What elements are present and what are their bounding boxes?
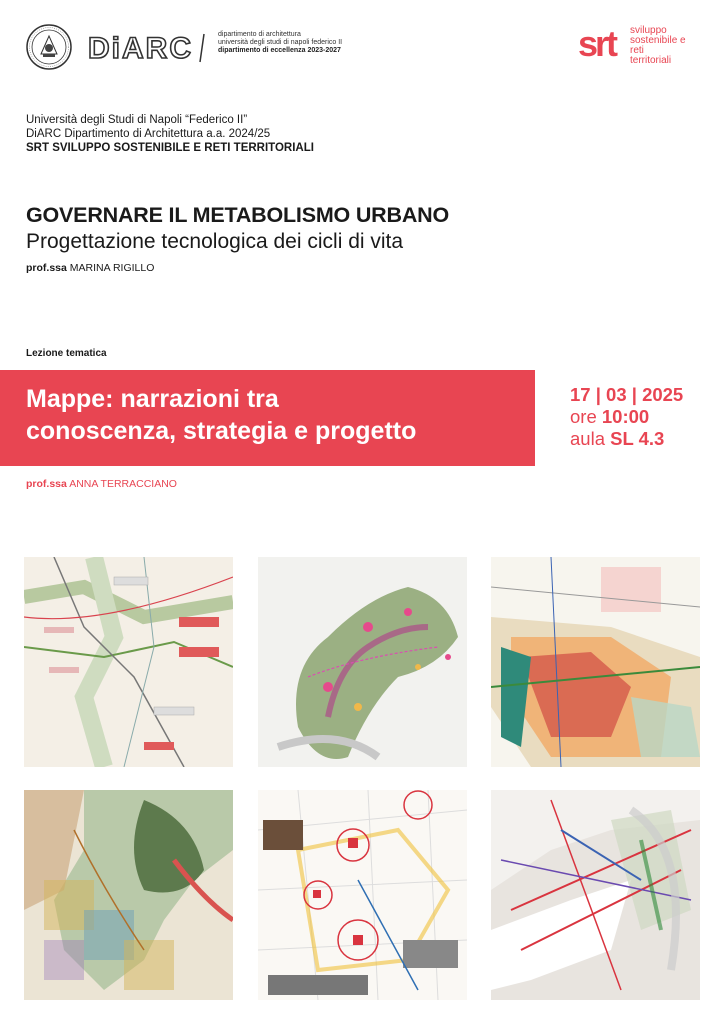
institution-block: [26, 113, 314, 155]
map-coastal-grid: [24, 790, 233, 1000]
event-room-prefix: aula: [570, 428, 605, 449]
map-project-nodes-icon: [258, 790, 467, 1000]
map-port-strategy: [491, 790, 700, 1000]
lecture-title-line-2: conoscenza, strategia e progetto: [26, 417, 417, 445]
diarc-line-2: università degli studi di napoli federico II: [218, 39, 343, 46]
lecture-type: Lezione tematica: [26, 348, 107, 359]
map-infrastructure-icon: [24, 557, 233, 767]
institution-university: Università degli Studi di Napoli “Federico II”: [26, 114, 248, 126]
lecture-prof-name: ANNA TERRACCIANO: [69, 478, 177, 490]
srt-caption: [630, 26, 710, 66]
srt-line-2: sostenibile e: [630, 35, 686, 46]
map-infrastructure: [24, 557, 233, 767]
diarc-caption: [218, 31, 378, 55]
course-title: GOVERNARE IL METABOLISMO URBANO: [26, 203, 450, 227]
course-prof-prefix: prof.ssa: [26, 262, 67, 274]
diarc-logo: [88, 30, 208, 66]
srt-line-1: sviluppo: [630, 25, 667, 36]
diarc-logo-text: DiARC: [88, 32, 193, 65]
map-green-network-icon: [258, 557, 467, 767]
diarc-line-1: dipartimento di architettura: [218, 31, 301, 38]
institution-lab: SRT SVILUPPO SOSTENIBILE E RETI TERRITORIALI: [26, 142, 314, 154]
event-room: SL 4.3: [610, 428, 665, 449]
diarc-line-3: dipartimento di eccellenza 2023-2027: [218, 47, 341, 54]
lecture-professor: [26, 478, 177, 490]
map-project-nodes: [258, 790, 467, 1000]
map-port-strategy-icon: [491, 790, 700, 1000]
lecture-title: [26, 383, 526, 447]
event-details: [570, 384, 683, 450]
lecture-prof-prefix: prof.ssa: [26, 478, 67, 490]
course-subtitle: Progettazione tecnologica dei cicli di vita: [26, 230, 404, 253]
event-time-prefix: ore: [570, 406, 597, 427]
event-time: 10:00: [601, 406, 650, 427]
course-professor: [26, 262, 154, 274]
institution-department: DiARC Dipartimento di Architettura a.a. 2024/25: [26, 128, 271, 140]
map-urban-fabric: [491, 557, 700, 767]
map-coastal-grid-icon: [24, 790, 233, 1000]
event-date: 17 | 03 | 2025: [570, 384, 684, 405]
lecture-title-line-1: Mappe: narrazioni tra: [26, 385, 279, 413]
srt-logo: [578, 26, 630, 64]
map-urban-fabric-icon: [491, 557, 700, 767]
srt-line-3: reti: [630, 45, 644, 56]
map-green-network: [258, 557, 467, 767]
srt-logo-text: srt: [578, 26, 616, 64]
course-prof-name: MARINA RIGILLO: [69, 262, 155, 274]
university-seal-icon: [26, 24, 72, 70]
srt-line-4: territoriali: [630, 55, 672, 66]
